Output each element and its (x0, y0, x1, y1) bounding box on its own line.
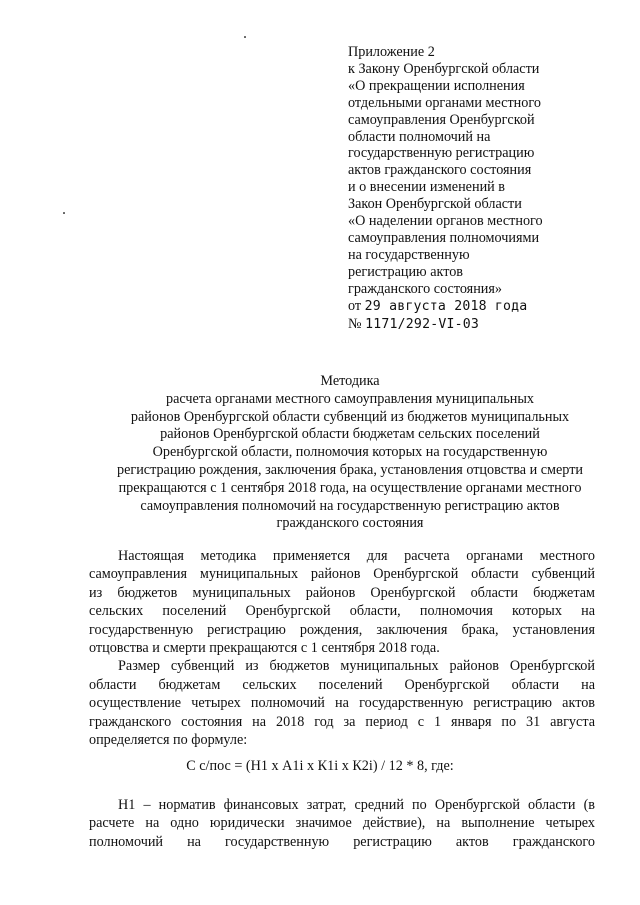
body-line: государственную регистрацию рождения, заключения брака, установления (89, 621, 595, 638)
paragraph-size (89, 657, 595, 749)
title-line: районов Оренбургской области бюджетам сельских поселений (160, 426, 540, 443)
body-line: самоуправления муниципальных районов Оренбургской области субвенций (89, 566, 595, 583)
formula: С с/пос = (Н1 х А1i х К1i х К2i) / 12 * 8, где: (186, 758, 454, 774)
appendix-date-line (348, 298, 628, 316)
appendix-line: регистрацию актов (348, 263, 464, 280)
document-body-continued (89, 796, 595, 851)
body-line: сельских поселений Оренбургской области, полномочия которых на (89, 603, 595, 620)
appendix-line: «О наделении органов местного (348, 213, 543, 230)
body-line: из бюджетов муниципальных районов Оренбургской области бюджетам (89, 584, 595, 601)
appendix-line: области полномочий на (348, 128, 491, 145)
appendix-number-line (348, 316, 628, 334)
title-line: прекращаются с 1 сентября 2018 года, на осуществление органами местного (118, 479, 582, 496)
appendix-line: гражданского состояния» (348, 280, 502, 297)
body-line: Настоящая методика применяется для расчета органами местного (118, 548, 595, 564)
body-line: области бюджетам сельских поселений Оренбургской области на (89, 676, 595, 693)
body-line: отцовства и смерти прекращаются с 1 сентября 2018 года. (89, 640, 440, 657)
title-heading: Методика (320, 373, 380, 389)
appendix-line: государственную регистрацию (348, 145, 535, 162)
date-prefix: от (348, 297, 362, 314)
body-line: расчете на одно юридически значимое действие), на выполнение четырех (89, 815, 595, 832)
title-line: Оренбургской области, полномочия которых на государственную (152, 444, 548, 461)
paragraph-h1-definition (89, 796, 595, 851)
date-stamp: 29 августа 2018 года (364, 298, 528, 314)
scan-speck (63, 212, 65, 214)
title-line: гражданского состояния (276, 515, 424, 532)
paragraph-scope (89, 547, 595, 657)
number-stamp: 1171/292-VI-03 (365, 316, 480, 332)
title-line: самоуправления полномочий на государственную регистрацию актов (140, 497, 560, 514)
appendix-line: актов гражданского состояния (348, 162, 532, 179)
document-body (89, 547, 595, 749)
appendix-line: и о внесении изменений в (348, 179, 505, 196)
body-line: полномочий на государственную регистрацию актов гражданского (89, 833, 595, 850)
appendix-line: к Закону Оренбургской области (348, 60, 540, 77)
scan-speck (244, 36, 246, 38)
methodology-title (60, 373, 640, 533)
body-line: гражданского состояния на 2018 год за период с 1 января по 31 августа (89, 713, 595, 730)
body-line: определяется по формуле: (89, 732, 248, 749)
body-line: Н1 – норматив финансовых затрат, средний по Оренбургской области (в (118, 797, 595, 813)
appendix-line: самоуправления Оренбургской (348, 111, 535, 128)
appendix-line: Приложение 2 (348, 44, 435, 60)
number-prefix: № (348, 315, 362, 332)
title-line: расчета органами местного самоуправления муниципальных (165, 390, 535, 407)
body-line: Размер субвенций из бюджетов муниципальных районов Оренбургской (118, 658, 595, 675)
title-line: районов Оренбургской области субвенций из бюджетов муниципальных (130, 408, 570, 425)
appendix-line: «О прекращении исполнения (348, 77, 525, 94)
appendix-line: самоуправления полномочиями (348, 229, 540, 246)
title-line: регистрацию рождения, заключения брака, установления отцовства и смерти (116, 461, 584, 478)
appendix-line: Закон Оренбургской области (348, 196, 522, 213)
appendix-header (348, 44, 628, 333)
appendix-line: на государственную (348, 246, 470, 263)
appendix-line: отдельными органами местного (348, 94, 541, 111)
body-line: осуществление четырех полномочий на государственную регистрацию актов (89, 695, 595, 712)
